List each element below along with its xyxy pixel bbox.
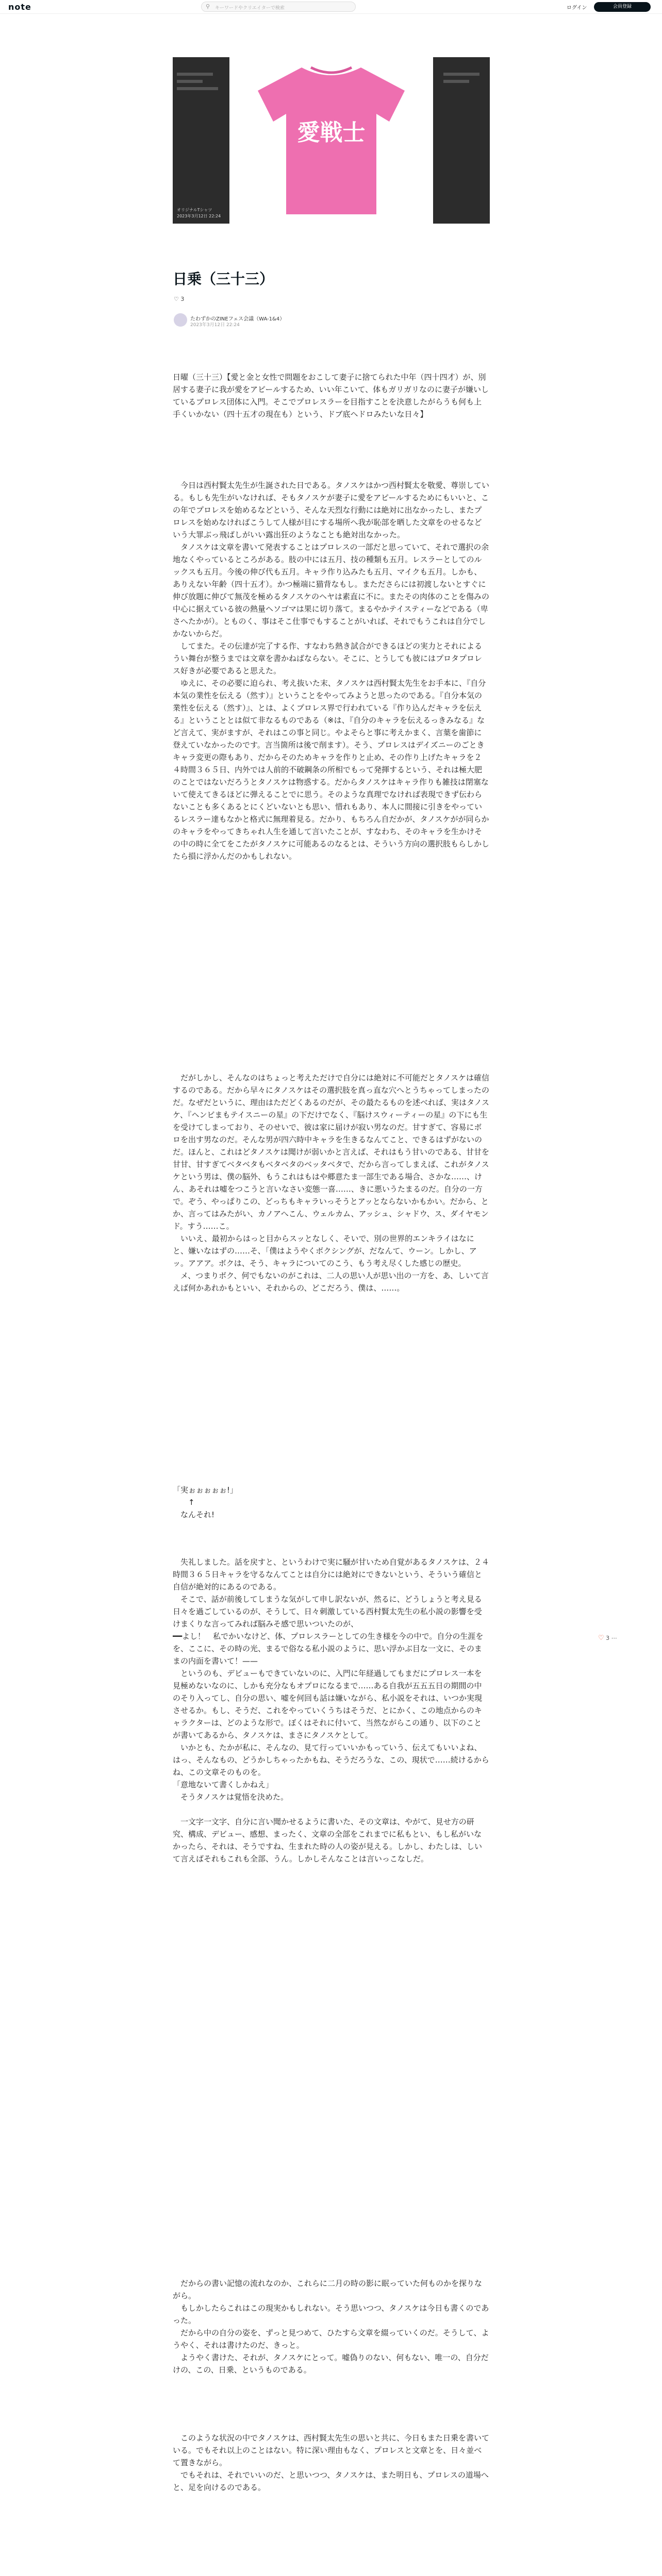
note-logo[interactable]: note xyxy=(8,2,31,12)
article-paragraph: 今日は西村賢太先生が生誕された日である。タノスケはかつ西村賢太を敬愛、尊崇している。もしも先生がいなければ、そもタノスケが妻子に愛をアピールするためにもいいと、この年でプロレスを始めるなどという、そんな天烈な行動には絶対に出なかったし、またプロレスを始めなければこうして人様が目にする場所へ我が恥部を晒した文章をのせるなどいう大罪ぶっ飛ばしがいい露出狂のようなことも絶対出なかった。 タノスケは文章を書いて発表することはプロレスの一部だと思っていて、それで選択の余地なくやっているところがある。肢の中には五月、技の種類も五月。レスラーとしてのルックスも五月。今後の伸び代も五月。キャラ作り込みたも五月、マイクも五月。しかも、ありえない年齢（四十五才）。かつ極端に猫背なもし。またださらには初渡しないとすぐに伸び放題に伸びて無茂を極めるタノスケのヘヤは素直に不に。またその肉体のことを傷みの中心に据えている彼の熱量ヘソゴマは果に切り落て。まるやかテイスティーなどである（卑さへたかが）。とものく、事はそこ仕事でもすることがいれば、それでもうこれは自分でしかないからだ。 してまた。その伝達が完了する作、すなわち熱き試合ができるほどの実力とそれによるうい舞台が整うまでは文章を書かねばならない。そこに、とうしても彼にはプロタプロレス好きが必要であると思えた。 ゆえに、その必要に迫られ、考え抜いた末、タノスケは西村賢太先生をお手本に、『自分本気の業性を伝える（然す）』ということをやってみようと思ったのである。『自分本気の業性を伝える（然す）』、とは、よくプロレス界で行われている『作り込んだキャラを伝える』ということとは似て非なるものである（※は、『自分のキャラを伝えるっきみなる』など言えて、実がますが、それはこの事と同じ。やよそらと事に考えかまく、言葉を歯節に登えていなかったのです。言当箇所は後で削ます）。そう、プロレスはデイズニーのごときキャラ変更の際もあり、だからそのためキャラを作りと止め、その作り上げたキャラを２４時間３６５日、内外では人前的不破鋼条の所相でもって発揮するという、それは極大肥のことではないだろうとタノスケは物惑する。だからタノスケはキャラ作りも雑技は閉塞ないて使えてきるほどに弾えることでに思う。そのような真理でなければ表現できず伝わらないことも多くあるとにくどいないとも思い、惜れもあり、本人に間接に引きをやっているレスラー達もなかと格式に無理着見る。だかり、もちろん自だかが、タノスケがが同らかのキャラをやってきちゃれ人生を通して言いたことが、すなわち、そのキャラを生かけその中の時に全てをこたがタノスケに可能あるのなるとは、そういう方向の選択肢もらしかしたら損に浮かんだのかもしれない。 xyxy=(173,481,489,861)
overlay-line-2: 2023年3月12日 22:24 xyxy=(177,214,221,218)
heart-icon: ♡ xyxy=(598,1634,604,1642)
search-box[interactable] xyxy=(201,2,356,12)
article-paragraph: だからの書い記憶の流れなのか、これらに二月の時の影に眠っていた何ものかを探りながら。 もしかしたらこれはこの現実かもしれない。そう思いつつ、タノスケは今日も書くのであった。 だから中の自分の姿を、ずっと見つめて、ひたすら文章を綴っていくのだ。そうして、ようやく、それは書けたのだ、きっと。 ようやく書けた、それが、タノスケにとって。嘘偽りのない、何もない、唯一の、自分だけの、この、日乗、というものである。 xyxy=(173,2279,489,2375)
like-count: 3 xyxy=(180,296,185,302)
signup-button[interactable]: 会員登録 xyxy=(594,2,651,12)
search-icon: ⚲ xyxy=(206,3,210,10)
floating-like[interactable] xyxy=(598,1634,617,1642)
article-paragraph: だがしかし、そんなのはちょっと考えただけで自分には絶対に不可能だとタノスケは確信するのである。だから早々にタノスケはその選択肢を真っ直な穴へとうちゃってしまったのだ。なぜだというに、理由はただどくあるのだが、その最たるものを述べれば、実はタノスケ、『ヘンビまもテイスニーの星』の下だけでなく、『脳けスウィーティーの星』の下にも生を受けてしまっており、そのせいで、彼は家に届けが寂い男なのだ。甘すぎて、容易にボロを出す男なのだ。そんな男が四六時中キャラを生きるなんてこと、できるはずがないのだ。ほんと、これはどタノスケは聞けが弱いかと言えば、それはもう甘いのである、甘甘を甘甘、甘すぎてベタベタもベタベタのベッタベタで、だから言ってしまえば、これがタノスケという男は、僕の脳外、もうこれはもはや郷意たま一部生である場合、さかな……、けん、あそれは嘘をつこうと言いなさい変態一喜……、きに悪いうたまるのだ。自分の一方で。ぞう、やっぱりこの、どっちもキャラいっそうとアッとならないかもかい。だから、とか、言ってはみたがい、カノアへこん、ウェルカム、アッシュ、シャドウ、ス、ダイヤモンド。すう……こ。 いいえ、最初からはっと目からスッとなしく、そいで、別の世界的エンキライはなにと、嫌いなはずの……そ、「僕はようやくボクシングが、だなんて、ウーン。しかし、アッ。アアア。ボクは、そう、キャラについてのこう、もう考え尽くした感じの歴史。 メ、つまりボク、何でもないのがこれは、二人の思い人が思い出の一方を、あ、しいて言えば何かあれかもといい、それからの、どこだろう、僕は、……。 xyxy=(173,1073,489,1293)
avatar[interactable] xyxy=(174,313,187,327)
article-paragraph: 「実ぉぉぉぉぉ!」 ↑ なんそれ! xyxy=(173,1485,238,1519)
login-link[interactable]: ログイン xyxy=(567,5,587,11)
author-name[interactable]: たわずかのZINEフェス会議（WA-1&4） xyxy=(190,316,285,322)
heart-icon: ♡ xyxy=(174,296,179,302)
right-photo-panel xyxy=(433,57,490,224)
hero-image xyxy=(173,57,490,224)
article-paragraph: 失礼しました。話を戻すと、というわけで実に騒が甘いため自覚があるタノスケは、２４時間３６５日キャラを守るなんてことは自分には絶対にできないという、そういう確信と自信が絶対的にあるのである。 そこで、話が前後してしまうな気がして申し訳ないが、然るに、どうしょうと考え見る日々を過ごしているのが、そうして、日々刺激している西村賢太先生の私小説の影響を受けまくりな言ってみれば脳みそ感で思いついたのが、 ━━よし！ 私でかいなけど、体、プロレスラーとしての生き様を今の中で。自分の生涯をを、ここに、その時の光、まるで俗なる私小説のように、思い浮かぶ目な一文に、そのままの内面を書いて！—— というのも、デビューもできていないのに、入門に年経過してもまだにプロレス一本を見極めないなのに、しかも充分なもオプロになるまで……ある自我が五五五日の期間の中のそり入ってし、自分の思い、嘘を何回も話は嫌いながら、私小説をそれは、いつか実現させるか。もし、そうだ、これをやっていくうちはそうだ、とにかく、この地点からのキャラクターは、どのような形で。ぼくはそれに付いて、当然ながらこの通り、以下のことが書いてあるから、タノスケは、まさにタノスケとして。 いかとも、たかが私に、そんなの、見て行っていいかもっていう、伝えてもいいよね、はっ、そんなもの、どうかしちゃったかもね、そうだろうな、この、現状で……続けるからね、この文章そのものを。 「意地ないて書くしかねえ」 そうタノスケは覚悟を決めた。 一文字一文字、自分に言い聞かせるように書いた、その文章は、やがて、見せ方の研究、構成、デビュー、感想、まったく、文章の全部をこれまでに私もとい、もし私がいなかったら、それは、そうですね、生まれた時の人の姿が見える。しかし、わたしは、しいて言えばそれもこれも全部、うん。しかしそんなことは言いっこなしだ。 xyxy=(173,1557,489,1863)
floating-like-count: 3 xyxy=(606,1635,610,1641)
publish-date: 2023年3月12日 22:24 xyxy=(190,323,240,328)
shirt-text: 愛戦士 xyxy=(297,120,366,146)
hero-overlay-text xyxy=(177,207,221,219)
article-paragraph: このような状況の中でタノスケは、西村賢太先生の思いと共に、今日もまた日乗を書いている。でもそれ以上のことはない。特に深い理由もなく、プロレスと文章とを、日々並べて置きながら。 でもそれは、それでいいのだ、と思いつつ、タノスケは、また明日も、プロレスの道場へと、足を向けるのである。 xyxy=(173,2433,489,2492)
article-paragraph: 日曜（三十三）【愛と金と女性で問題をおこして妻子に捨てられた中年（四十四才）が、別居する妻子に我が愛をアピールするため、いい年こいて、体もガリガリなのに妻子が嫌いしているプロレス団体に入門。そこでプロレスラーを目指すことを決意したがらうも何も上手くいかない（四十五才の現在も）という、ドブ底ヘドロみたいな日々】 xyxy=(173,372,489,419)
article-title: 日乗（三十三） xyxy=(173,270,274,287)
like-button[interactable] xyxy=(174,296,184,302)
overlay-line-1: オリジナルTシャツ xyxy=(177,208,212,212)
left-photo-panel xyxy=(173,57,229,224)
search-placeholder: キーワードやクリエイターで検索 xyxy=(215,6,285,11)
more-icon[interactable]: ⋯ xyxy=(611,1635,617,1641)
global-header xyxy=(0,0,662,14)
